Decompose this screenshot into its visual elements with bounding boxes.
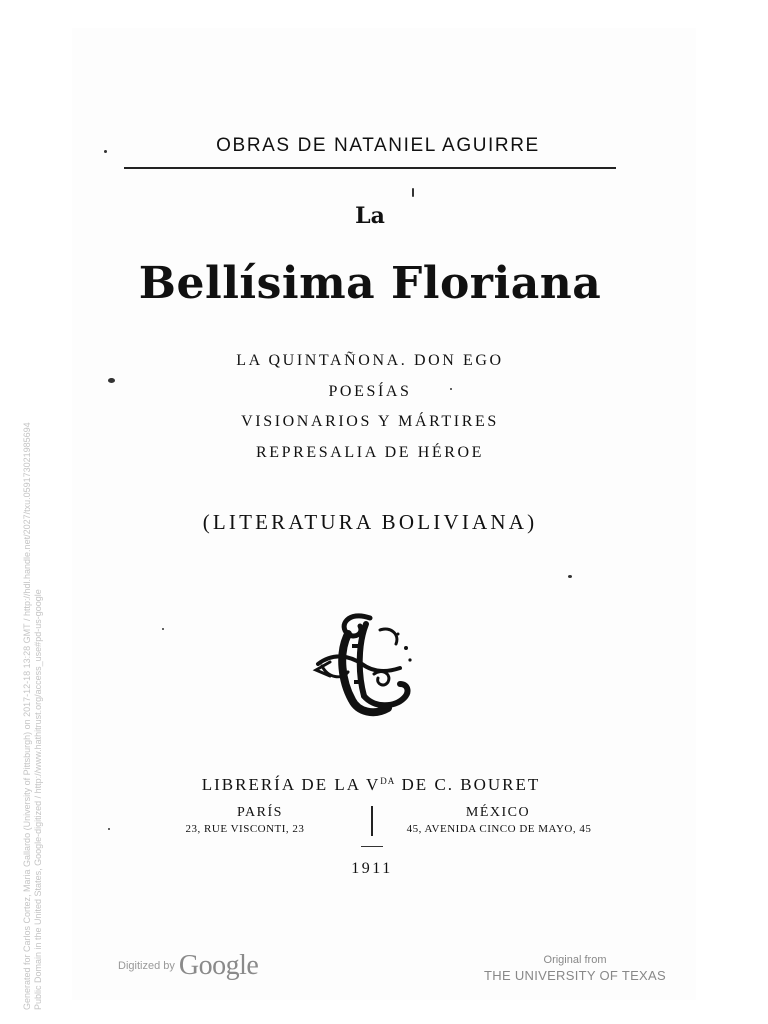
series-rule	[124, 167, 616, 169]
publisher-name-superscript: DA	[380, 776, 396, 786]
collection-name: (LITERATURA BOLIVIANA)	[202, 510, 538, 534]
digitized-by-google	[118, 950, 258, 982]
publisher-monogram-icon	[308, 604, 418, 722]
margin-note-line-2: Public Domain in the United States, Google-digitized / http://www.hathitrust.org/access_use#pd-us-google	[33, 589, 43, 1010]
ink-speck	[450, 388, 452, 390]
contents-line-2: POESÍAS	[328, 383, 412, 400]
margin-note-line-1: Generated for Carlos Cortez, Maria Gallardo (University of Pittsburgh) on 2017-12-18 13:28 GMT / http://hdl.handle.net/2027/txu.059173021985694	[22, 422, 32, 1010]
mexico-address: 45, AVENIDA CINCO DE MAYO, 45	[406, 823, 592, 835]
hathitrust-margin-note	[22, 390, 44, 1010]
ink-speck	[412, 188, 414, 197]
series-title: OBRAS DE NATANIEL AGUIRRE	[216, 135, 540, 156]
book-title: Bellísima Floriana	[138, 258, 602, 309]
original-from-label: Original from	[543, 954, 607, 966]
contents-line-3: VISIONARIOS Y MÁRTIRES	[241, 413, 499, 430]
publisher-name-before: LIBRERÍA DE LA V	[201, 775, 381, 794]
digitized-by-label: Digitized by	[118, 960, 175, 972]
year-dash	[361, 846, 383, 847]
publisher-name	[0, 775, 742, 795]
paris-address: 23, RUE VISCONTI, 23	[185, 823, 305, 835]
original-source	[470, 954, 680, 983]
ink-speck	[104, 150, 107, 153]
mexico-city: MÉXICO	[465, 805, 531, 820]
contents-line-1: LA QUINTAÑONA. DON EGO	[236, 352, 504, 369]
city-divider	[371, 806, 373, 836]
ink-speck	[162, 628, 164, 630]
publisher-name-after: DE C. BOURET	[395, 775, 541, 794]
ink-speck	[108, 378, 115, 383]
university-name: THE UNIVERSITY OF TEXAS	[484, 968, 666, 983]
paris-city: PARÍS	[237, 805, 283, 820]
contents-line-4: REPRESALIA DE HÉROE	[255, 444, 485, 461]
ink-speck	[568, 575, 572, 578]
ink-speck	[108, 828, 110, 830]
google-logo: Google	[178, 950, 259, 981]
title-article: La	[355, 203, 385, 229]
publication-year: 1911	[351, 860, 393, 877]
